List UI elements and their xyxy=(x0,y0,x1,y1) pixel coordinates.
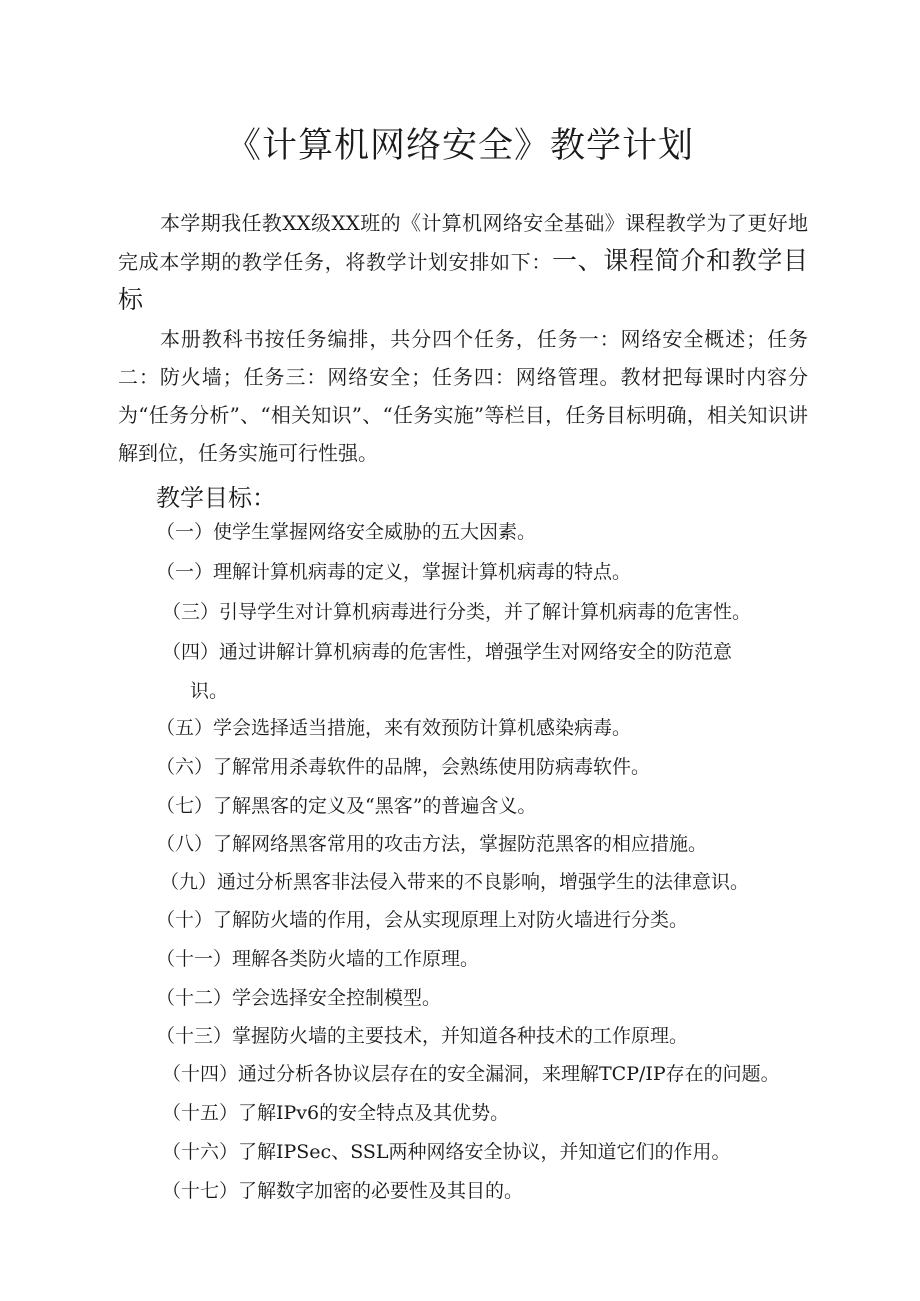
goal-item: （十四）通过分析各协议层存在的安全漏洞，来理解TCP/IP存在的问题。 xyxy=(162,1063,780,1085)
goal-item: （十五）了解IPv6的安全特点及其优势。 xyxy=(162,1102,510,1124)
goal-item: （十一）理解各类防火墙的工作原理。 xyxy=(156,948,480,970)
goal-item: （三）引导学生对计算机病毒进行分类，并了解计算机病毒的危害性。 xyxy=(162,601,752,623)
goal-item: （一）使学生掌握网络安全威胁的五大因素。 xyxy=(156,521,537,543)
goal-item: （十六）了解IPSec、SSL两种网络安全协议，并知道它们的作用。 xyxy=(162,1141,731,1163)
document-title: 《计算机网络安全》教学计划 xyxy=(225,126,694,166)
goals-heading: 教学目标： xyxy=(156,484,276,512)
course-description: 本册教科书按任务编排，共分四个任务，任务一：网络安全概述；任务二：防火墙；任务三：网络安全；任务四：网络管理。教材把每课时内容分为“任务分析”、“相关知识”、“任务实施”等栏目，任务目标明确，相关知识讲解到位，任务实施可行性强。 xyxy=(118,327,808,465)
goal-item: （九）通过分析黑客非法侵入带来的不良影响，增强学生的法律意识。 xyxy=(160,871,750,893)
goal-item: （十）了解防火墙的作用，会从实现原理上对防火墙进行分类。 xyxy=(156,909,689,931)
goal-item: （六）了解常用杀毒软件的品牌，会熟练使用防病毒软件。 xyxy=(156,756,651,778)
intro-paragraph xyxy=(118,204,808,320)
goal-item: （十二）学会选择安全控制模型。 xyxy=(156,987,442,1009)
goal-item-continuation: 识。 xyxy=(190,680,229,702)
goal-item: （一）理解计算机病毒的定义，掌握计算机病毒的特点。 xyxy=(156,561,632,583)
goal-item: （十七）了解数字加密的必要性及其目的。 xyxy=(162,1180,524,1202)
goal-item: （八）了解网络黑客常用的攻击方法，掌握防范黑客的相应措施。 xyxy=(156,833,708,855)
intro-text: 本学期我任教XX级XX班的《计算机网络安全基础》课程教学为了更好地完成本学期的教学任务，将教学计划安排如下： xyxy=(118,211,808,274)
goal-item: （四）通过讲解计算机病毒的危害性，增强学生对网络安全的防范意 xyxy=(162,641,733,663)
goal-item: （十三）掌握防火墙的主要技术，并知道各种技术的工作原理。 xyxy=(156,1025,689,1047)
goal-item: （七）了解黑客的定义及“黑客”的普遍含义。 xyxy=(156,795,537,817)
goal-item: （五）学会选择适当措施，来有效预防计算机感染病毒。 xyxy=(156,717,632,739)
section-heading: 一、课程简介和教学目标 xyxy=(118,246,808,314)
